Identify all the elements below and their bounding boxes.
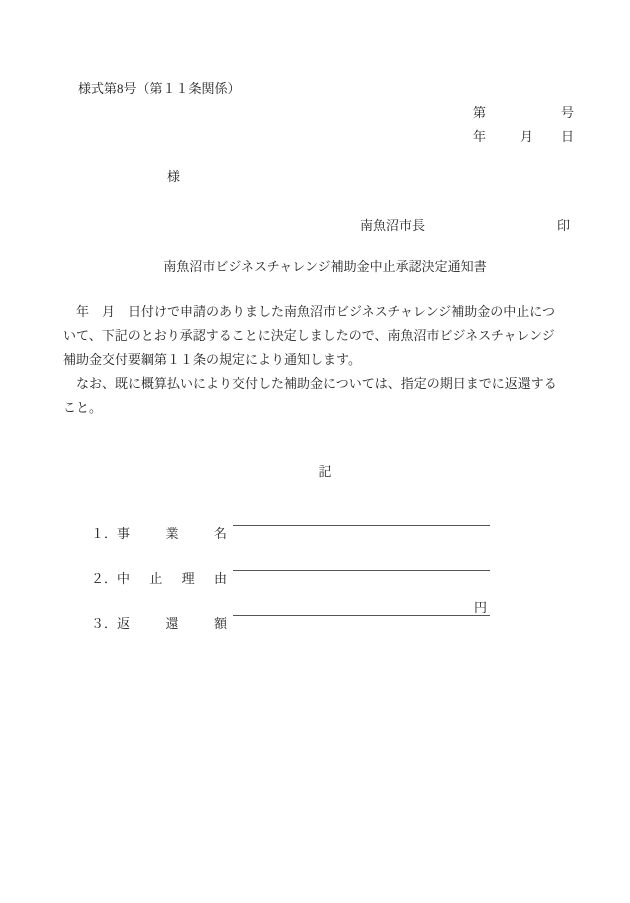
item-number: ３．	[91, 616, 118, 631]
item-label-refund-amount: 返還額	[117, 616, 228, 631]
item-row-refund-amount	[78, 600, 487, 631]
blank-underline-project-name	[233, 509, 490, 526]
record-heading: 記	[318, 464, 332, 479]
body-line: こと。	[63, 400, 103, 415]
document-title: 南魚沼市ビジネスチャレンジ補助金中止承認決定通知書	[163, 259, 487, 274]
body-line: いて、下記のとおり承認することに決定しましたので、南魚沼市ビジネスチャレンジ	[63, 328, 555, 343]
item-row-cancel-reason	[78, 555, 228, 586]
item-row-project-name	[78, 510, 228, 541]
item-number: １．	[91, 526, 118, 541]
blank-underline-cancel-reason	[233, 554, 490, 571]
body-line: 補助金交付要綱第１１条の規定により通知します。	[63, 352, 361, 367]
date-day-label: 日	[561, 129, 575, 144]
item-number: ２．	[91, 571, 118, 586]
issuer-title: 南魚沼市長	[360, 218, 426, 233]
issuer-seal-label: 印	[557, 218, 571, 233]
date-year-label: 年	[473, 129, 487, 144]
item-label-project-name: 事業名	[117, 526, 228, 541]
date-month-label: 月	[520, 129, 534, 144]
body-paragraphs	[63, 300, 583, 420]
currency-unit-label: 円	[473, 600, 487, 615]
blank-underline-refund-amount	[233, 599, 490, 616]
doc-number-suffix: 号	[561, 105, 575, 120]
addressee-honorific: 様	[167, 169, 181, 184]
body-line: なお、既に概算払いにより交付した補助金については、指定の期日までに返還する	[63, 376, 557, 391]
item-label-cancel-reason: 中止理由	[117, 571, 228, 586]
body-line: 年 月 日付けで申請のありました南魚沼市ビジネスチャレンジ補助金の中止につ	[63, 304, 556, 319]
doc-number-prefix: 第	[473, 105, 487, 120]
form-number: 様式第8号（第１１条関係）	[78, 81, 241, 96]
